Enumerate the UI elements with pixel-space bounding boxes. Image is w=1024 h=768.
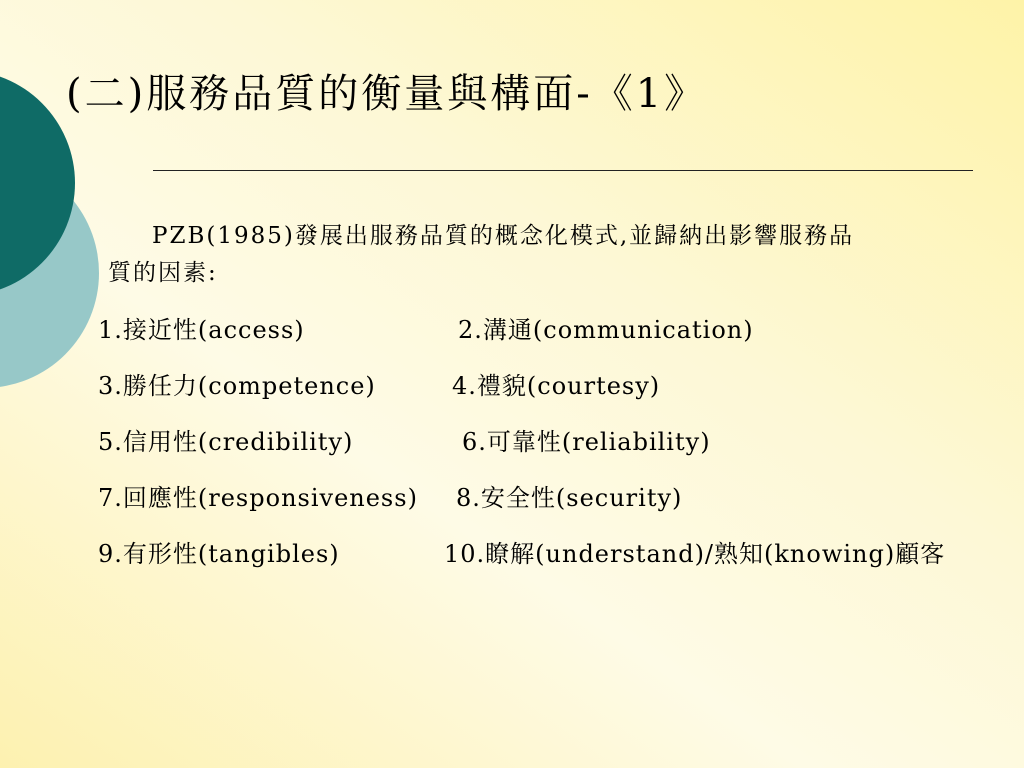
title-divider xyxy=(153,170,973,171)
intro-line: 質的因素: xyxy=(108,260,218,286)
factor-item: 8.安全性(security) xyxy=(456,484,683,512)
factor-item: 5.信用性(credibility) xyxy=(98,428,354,456)
factor-row xyxy=(98,424,1018,480)
factor-row xyxy=(98,480,1018,536)
factor-list xyxy=(98,312,1018,592)
factor-item: 1.接近性(access) xyxy=(98,316,305,344)
factor-item: 2.溝通(communication) xyxy=(458,316,754,344)
intro-line: PZB(1985)發展出服務品質的概念化模式,並歸納出影響服務品 xyxy=(152,223,855,249)
factor-item: 3.勝任力(competence) xyxy=(98,372,376,400)
factor-item: 9.有形性(tangibles) xyxy=(98,540,340,568)
factor-item: 10.瞭解(understand)/熟知(knowing)顧客 xyxy=(444,540,946,568)
factor-item: 6.可靠性(reliability) xyxy=(462,428,711,456)
slide-title: (二)服務品質的衡量與構面-《1》 xyxy=(66,71,708,117)
factor-row xyxy=(98,536,1018,592)
factor-item: 7.回應性(responsiveness) xyxy=(98,484,418,512)
intro-paragraph xyxy=(108,218,1018,292)
factor-row xyxy=(98,368,1018,424)
factor-row xyxy=(98,312,1018,368)
factor-item: 4.禮貌(courtesy) xyxy=(452,372,661,400)
